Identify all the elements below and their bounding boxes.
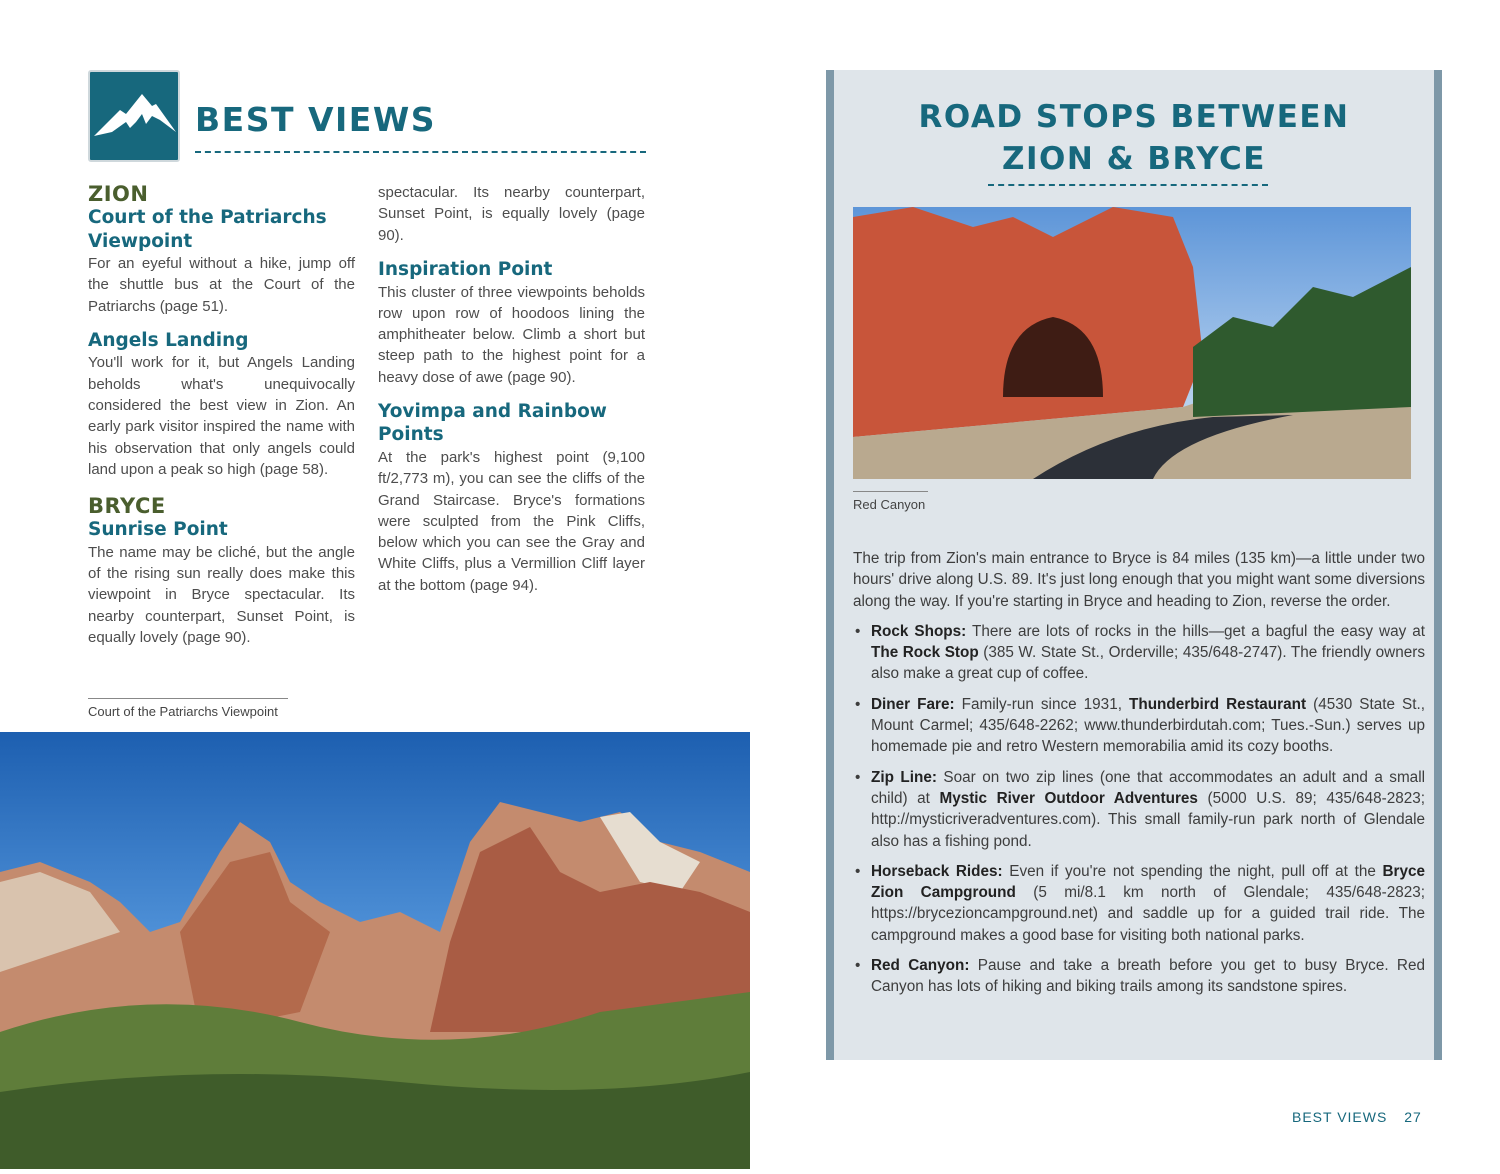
panel-intro: The trip from Zion's main entrance to Bryce is 84 miles (135 km)—a little under two hours' drive along U.S. 89. It's just long enough that you might want some diversions along the way. If you're starting in Bryce and heading to Zion, reverse the order. <box>853 550 1425 610</box>
bullet-text: (5 mi/8.1 km north of Glendale; 435/648-2823; https://brycezioncampground.net) and saddle up for a guided trail ride. The campground makes a good base for visiting both national parks. <box>871 884 1425 944</box>
entry-title: Court of the Patriarchs Viewpoint <box>88 207 327 252</box>
court-of-patriarchs-photo <box>0 732 750 1169</box>
bullet-text: Pause and take a breath before you get to busy Bryce. Red Canyon has lots of hiking and biking trails among its sandstone spires. <box>871 957 1425 996</box>
bold-term: Rock Shops: <box>871 622 967 640</box>
panel-body <box>853 548 1425 998</box>
caption-rule <box>853 491 928 492</box>
region-heading-bryce: BRYCE <box>88 494 166 519</box>
entry-body-continued: spectacular. Its nearby counterpart, Sunset Point, is equally lovely (page 90). <box>378 184 645 244</box>
entry-title: Sunrise Point <box>88 519 228 541</box>
region-heading-zion: ZION <box>88 182 149 206</box>
bold-term: Diner Fare: <box>871 695 955 713</box>
entry-body: This cluster of three viewpoints beholds row upon row of hoodoos lining the amphitheater below. Climb a short but steep path to the highest point for a heavy dose of awe (page 90). <box>378 283 645 386</box>
panel-title-divider <box>988 184 1268 186</box>
bold-term: The Rock Stop <box>871 644 979 662</box>
bold-term: Bryce Zion Campground <box>871 862 1425 902</box>
entry-body: For an eyeful without a hike, jump off the shuttle bus at the Court of the Patriarchs (page 51). <box>88 255 355 315</box>
column-right <box>378 182 645 596</box>
bullet-text: Even if you're not spending the night, pull off at the <box>1002 862 1383 880</box>
panel-title-line2: ZION & BRYCE <box>1001 141 1266 177</box>
bold-term: Zip Line: <box>871 768 937 786</box>
bullet-text: (385 W. State St., Orderville; 435/648-2747). The friendly owners also make a great cup of coffee. <box>871 644 1425 683</box>
list-item <box>853 694 1425 758</box>
entry-title: Angels Landing <box>88 329 249 351</box>
bold-term: Red Canyon: <box>871 957 970 975</box>
bullet-text: Family-run since 1931, <box>954 695 1130 713</box>
list-item <box>853 767 1425 852</box>
sidebar-panel <box>826 70 1442 1060</box>
road-stops-list <box>853 621 1425 998</box>
column-left <box>88 168 355 646</box>
page-footer <box>1292 1109 1422 1125</box>
section-title: BEST VIEWS <box>195 100 436 139</box>
entry-title: Inspiration Point <box>378 259 553 280</box>
panel-title-line1: ROAD STOPS BETWEEN <box>918 99 1350 135</box>
entry-body: You'll work for it, but Angels Landing beholds what's unequivocally considered the best view in Zion. An early park visitor inspired the name with his observation that only angels could land upon a peak so high (page 58). <box>88 354 355 478</box>
footer-section: BEST VIEWS <box>1292 1109 1388 1125</box>
bold-term: Mystic River Outdoor Adventures <box>939 789 1198 807</box>
list-item <box>853 955 1425 998</box>
bullet-text: (5000 U.S. 89; 435/648-2823; http://mysticriveradventures.com). This small family-run park north of Glendale also has a fishing pond. <box>871 789 1426 850</box>
bullet-text: (4530 State St., Mount Carmel; 435/648-2262; www.thunderbirdutah.com; Tues.-Sun.) serves up homemade pie and retro Western memorabilia amid its cozy booths. <box>871 695 1425 756</box>
page-number: 27 <box>1404 1109 1422 1125</box>
entry-title: Yovimpa and Rainbow Points <box>378 400 607 446</box>
photo-caption: Red Canyon <box>853 497 926 512</box>
caption-rule <box>88 698 288 699</box>
list-item <box>853 621 1425 685</box>
mountain-icon <box>90 72 178 160</box>
bold-term: Thunderbird Restaurant <box>1129 695 1307 713</box>
panel-title <box>834 96 1434 180</box>
bold-term: Horseback Rides: <box>871 862 1003 880</box>
entry-body: The name may be cliché, but the angle of the rising sun really does make this viewpoint in Bryce spectacular. Its nearby counterpart, Sunset Point, is equally lovely (page 90). <box>88 543 355 646</box>
red-canyon-photo <box>853 207 1411 479</box>
section-logo <box>88 70 180 162</box>
bullet-text: There are lots of rocks in the hills—get a bagful the easy way at <box>966 622 1425 640</box>
photo-caption: Court of the Patriarchs Viewpoint <box>88 704 278 719</box>
entry-body: At the park's highest point (9,100 ft/2,773 m), you can see the cliffs of the Grand Staircase. Bryce's formations were sculpted from the Pink Cliffs, below which you can see the Gray and White Cliffs, plus a Vermillion Cliff layer at the bottom (page 94). <box>378 448 645 594</box>
list-item <box>853 861 1425 946</box>
bullet-text: Soar on two zip lines (one that accommodates an adult and a small child) at <box>871 768 1425 807</box>
title-divider <box>195 151 646 153</box>
